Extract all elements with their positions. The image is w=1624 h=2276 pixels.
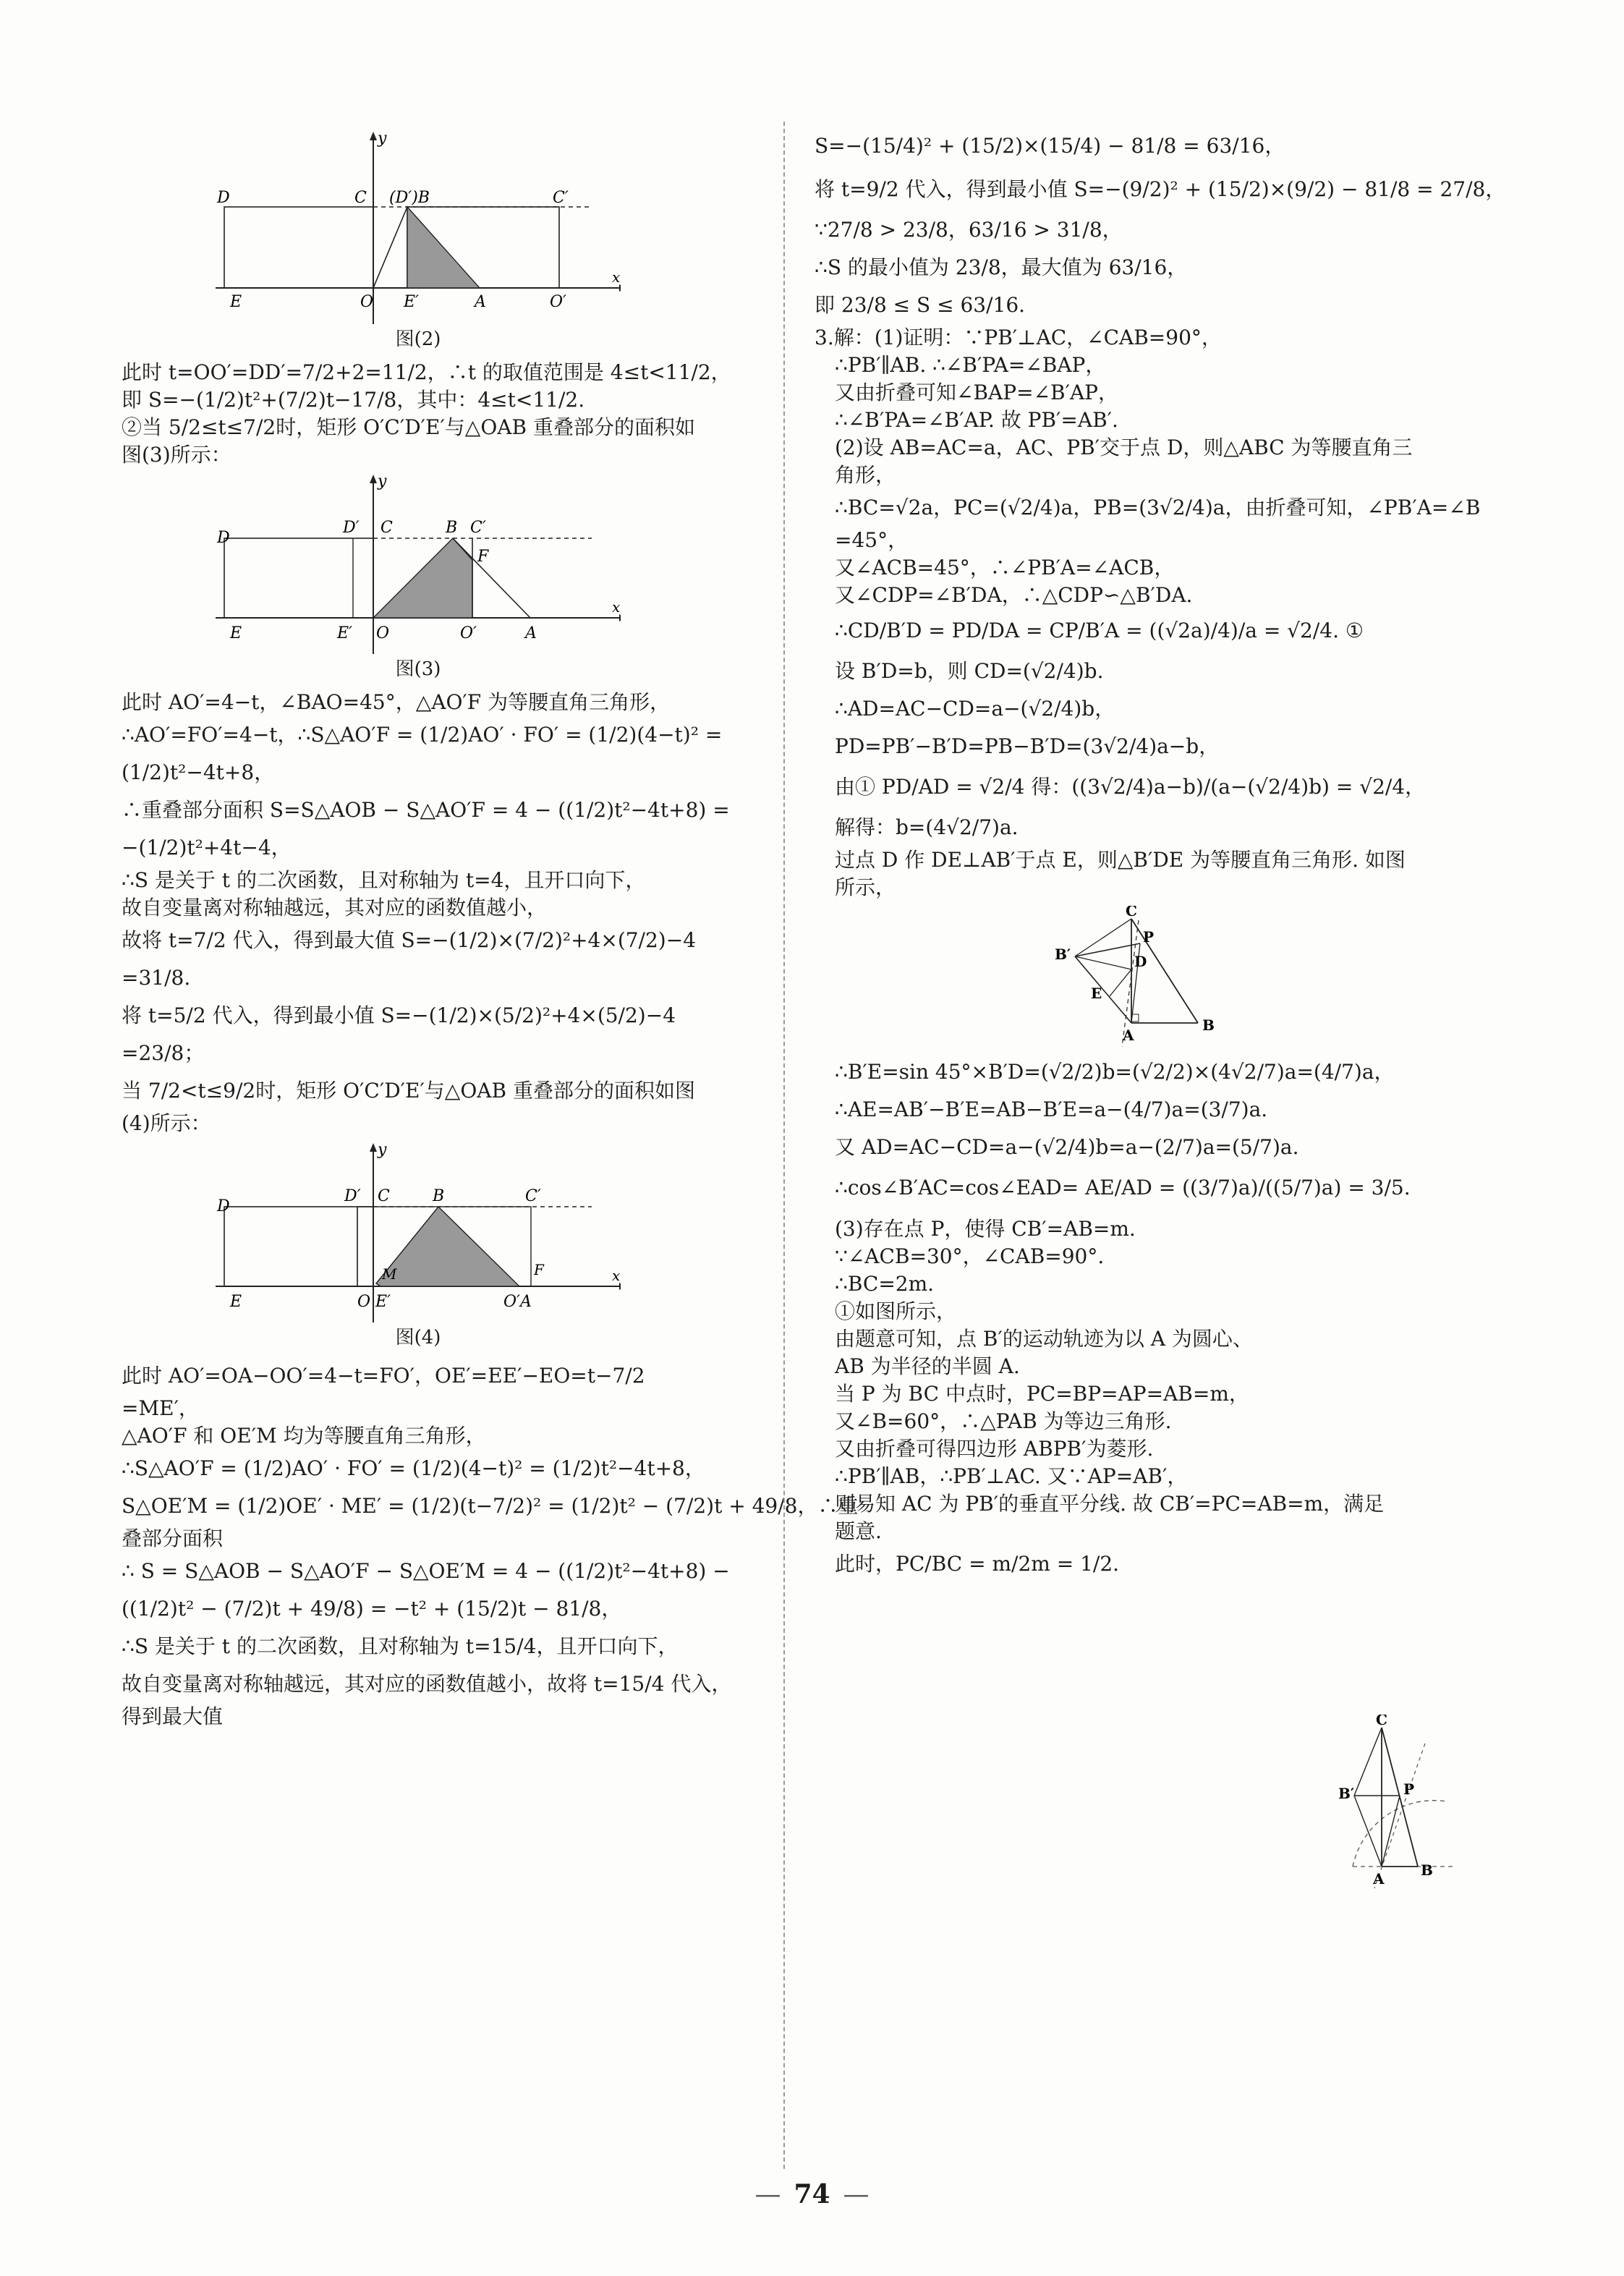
text-line: ∴S 的最小值为 23/8，最大值为 63/16，	[815, 255, 1188, 279]
svg-text:C: C	[381, 519, 393, 537]
text-line: ∴BC=2m.	[835, 1272, 935, 1296]
figure-fold-1-diagram	[1053, 906, 1241, 1050]
figure-3-caption: 图(3)	[395, 658, 441, 680]
text-line: 过点 D 作 DE⊥AB′于点 E，则△B′DE 为等腰直角三角形. 如图	[835, 848, 1406, 872]
text-line: ∴ S = S△AOB − S△AO′F − S△OE′M = 4 − ((1/2)t²−4t+8) −	[122, 1559, 730, 1583]
svg-text:E: E	[1091, 985, 1102, 1002]
text-line: PD=PB′−B′D=PB−B′D=(3√2/4)a−b，	[835, 734, 1220, 758]
text-line: =ME′，	[122, 1396, 199, 1420]
svg-text:E: E	[230, 293, 242, 311]
text-line: 又 AD=AC−CD=a−(√2/4)b=a−(2/7)a=(5/7)a.	[835, 1135, 1299, 1159]
svg-text:B: B	[1421, 1861, 1433, 1879]
page-number-dash-left: —	[754, 2180, 781, 2209]
svg-text:y: y	[378, 473, 387, 491]
text-line: ∴AE=AB′−B′E=AB−B′E=a−(4/7)a=(3/7)a.	[835, 1097, 1268, 1121]
text-line: 即 23/8 ≤ S ≤ 63/16.	[815, 293, 1026, 317]
text-line: 此时 t=OO′=DD′=7/2+2=11/2，∴t 的取值范围是 4≤t<11/2，	[122, 360, 731, 384]
text-line: =31/8.	[122, 966, 191, 990]
figure-fold-2-diagram	[1338, 1715, 1461, 1895]
text-line: =23/8；	[122, 1041, 205, 1065]
text-line: ∴CD/B′D = PD/DA = CP/B′A = ((√2a)/4)/a = √2/4. ①	[835, 619, 1364, 642]
text-line: ∴∠B′PA=∠B′AP. 故 PB′=AB′.	[835, 408, 1118, 432]
svg-text:x: x	[612, 268, 621, 286]
text-line: ∴S 是关于 t 的二次函数，且对称轴为 t=4，且开口向下，	[122, 868, 646, 892]
text-line: ∴重叠部分面积 S=S△AOB − S△AO′F = 4 − ((1/2)t²−4t+8) =	[122, 798, 730, 822]
svg-text:D: D	[1134, 953, 1147, 970]
svg-text:B′: B′	[1338, 1785, 1355, 1802]
fig2-label-D: D	[217, 189, 230, 207]
svg-text:x: x	[612, 598, 621, 616]
text-line: 由题意可知，点 B′的运动轨迹为以 A 为圆心、	[835, 1327, 1253, 1351]
svg-text:E′: E′	[337, 624, 353, 642]
figure-4-caption: 图(4)	[395, 1327, 441, 1349]
text-line: ∴S△AO′F = (1/2)AO′ · FO′ = (1/2)(4−t)² = (1/2)t²−4t+8，	[122, 1456, 705, 1480]
figure-2-diagram	[216, 129, 621, 324]
text-line: ①如图所示，	[835, 1299, 957, 1323]
figure-fold-2	[1338, 1715, 1461, 1898]
svg-text:C′: C′	[525, 1187, 541, 1205]
svg-text:A: A	[475, 293, 486, 311]
text-line: ∴BC=√2a，PC=(√2/4)a，PB=(3√2/4)a，由折叠可知，∠PB′A=∠B	[835, 496, 1481, 519]
svg-text:A: A	[525, 624, 537, 642]
text-line: 此时，PC/BC = m/2m = 1/2.	[835, 1552, 1120, 1576]
text-line: 设 B′D=b，则 CD=(√2/4)b.	[835, 659, 1104, 683]
text-line: (2)设 AB=AC=a，AC、PB′交于点 D，则△ABC 为等腰直角三	[835, 436, 1413, 459]
svg-text:P: P	[1403, 1780, 1415, 1798]
text-line: 当 7/2<t≤9/2时，矩形 O′C′D′E′与△OAB 重叠部分的面积如图	[122, 1079, 695, 1103]
figure-2	[216, 129, 758, 352]
text-line: ∴PB′∥AB，∴PB′⊥AC. 又∵AP=AB′，	[835, 1464, 1188, 1488]
page-number: — 74 —	[754, 2179, 870, 2209]
column-divider	[783, 122, 785, 2169]
svg-text:C′: C′	[553, 189, 569, 207]
svg-text:F: F	[534, 1261, 544, 1278]
svg-text:C: C	[378, 1187, 390, 1205]
svg-text:y: y	[378, 1142, 387, 1159]
text-line: S=−(15/4)² + (15/2)×(15/4) − 81/8 = 63/16，	[815, 134, 1285, 158]
svg-text:P: P	[1143, 928, 1155, 946]
text-line: 题意.	[835, 1519, 882, 1543]
svg-text:D: D	[217, 1197, 230, 1215]
text-line: −(1/2)t²+4t−4，	[122, 836, 292, 859]
svg-text:C′: C′	[470, 519, 486, 537]
text-line: ((1/2)t² − (7/2)t + 49/8) = −t² + (15/2)t − 81/8，	[122, 1597, 622, 1621]
text-line: (1/2)t²−4t+8，	[122, 760, 275, 784]
text-line: 当 P 为 BC 中点时，PC=BP=AP=AB=m，	[835, 1382, 1249, 1406]
svg-text:B: B	[433, 1187, 445, 1205]
text-line: (4)所示：	[122, 1111, 211, 1135]
svg-text:B′: B′	[1055, 946, 1071, 963]
text-line: AB 为半径的半圆 A.	[835, 1354, 1020, 1378]
text-line: ∴S 是关于 t 的二次函数，且对称轴为 t=15/4，且开口向下，	[122, 1634, 679, 1658]
text-line: 即 S=−(1/2)t²+(7/2)t−17/8，其中：4≤t<11/2.	[122, 388, 585, 412]
text-line: 此时 AO′=4−t，∠BAO=45°，△AO′F 为等腰直角三角形，	[122, 690, 671, 714]
svg-text:O′A: O′A	[503, 1293, 532, 1311]
svg-text:A: A	[1373, 1870, 1385, 1888]
text-line: ∴B′E=sin 45°×B′D=(√2/2)b=(√2/2)×(4√2/7)a=(4/7)a，	[835, 1060, 1395, 1084]
svg-text:D: D	[217, 529, 230, 547]
text-line: S△OE′M = (1/2)OE′ · ME′ = (1/2)(t−7/2)² = (1/2)t² − (7/2)t + 49/8，∴重	[122, 1494, 859, 1518]
svg-text:y: y	[378, 129, 387, 148]
svg-text:O: O	[376, 624, 390, 642]
text-line: ∵27/8 > 23/8，63/16 > 31/8，	[815, 218, 1123, 242]
text-line: 故将 t=7/2 代入，得到最大值 S=−(1/2)×(7/2)²+4×(7/2)−4	[122, 928, 697, 952]
text-line: (3)存在点 P，使得 CB′=AB=m.	[835, 1217, 1136, 1241]
svg-text:E′: E′	[404, 293, 420, 311]
text-line: △AO′F 和 OE′M 均为等腰直角三角形，	[122, 1424, 486, 1448]
text-line: =45°，	[835, 528, 909, 552]
svg-text:B: B	[1202, 1016, 1215, 1034]
text-line: ∴AO′=FO′=4−t，∴S△AO′F = (1/2)AO′ · FO′ = (1/2)(4−t)² =	[122, 723, 723, 747]
svg-text:E: E	[230, 624, 242, 642]
text-line: 此时 AO′=OA−OO′=4−t=FO′，OE′=EE′−EO=t−7/2	[122, 1364, 645, 1388]
text-line: 所示，	[835, 875, 896, 899]
text-line: 又∠CDP=∠B′DA，∴△CDP∽△B′DA.	[835, 583, 1193, 607]
text-line: 又∠B=60°，∴△PAB 为等边三角形.	[835, 1409, 1172, 1433]
figure-3	[216, 473, 758, 681]
text-line: ∴AD=AC−CD=a−(√2/4)b，	[835, 697, 1115, 721]
text-line: 又∠ACB=45°，∴∠PB′A=∠ACB，	[835, 556, 1175, 579]
text-line: 解得：b=(4√2/7)a.	[835, 815, 1019, 839]
text-line: 又由折叠可得四边形 ABPB′为菱形.	[835, 1437, 1154, 1461]
text-line: 角形，	[835, 463, 896, 487]
svg-text:D′: D′	[344, 1187, 361, 1205]
svg-text:C: C	[1126, 906, 1137, 920]
figure-4-diagram	[216, 1142, 621, 1322]
text-line: 故自变量离对称轴越远，其对应的函数值越小，故将 t=15/4 代入，	[122, 1672, 732, 1696]
text-line: 将 t=5/2 代入，得到最小值 S=−(1/2)×(5/2)²+4×(5/2)−4	[122, 1003, 676, 1027]
svg-text:(D′)B: (D′)B	[389, 189, 430, 207]
text-line: 则易知 AC 为 PB′的垂直平分线. 故 CB′=PC=AB=m，满足	[835, 1492, 1385, 1516]
figure-fold-1	[1053, 906, 1458, 1050]
svg-text:B: B	[446, 519, 458, 537]
svg-text:O E′: O E′	[357, 1293, 391, 1311]
text-line: ∴cos∠B′AC=cos∠EAD= AE/AD = ((3/7)a)/((5/7)a) = 3/5.	[835, 1176, 1411, 1199]
svg-text:C: C	[1376, 1715, 1387, 1728]
svg-text:E: E	[230, 1293, 242, 1311]
svg-text:A: A	[1123, 1027, 1134, 1044]
svg-text:F: F	[477, 548, 489, 566]
text-line: 将 t=9/2 代入，得到最小值 S=−(9/2)² + (15/2)×(9/2) − 81/8 = 27/8，	[815, 177, 1506, 201]
svg-text:O′: O′	[550, 293, 567, 311]
text-line: 3.解：(1)证明：∵PB′⊥AC，∠CAB=90°，	[815, 326, 1222, 349]
figure-4	[216, 1142, 758, 1350]
text-line: 叠部分面积	[122, 1526, 224, 1550]
svg-text:O′: O′	[460, 624, 477, 642]
svg-text:O: O	[360, 293, 374, 311]
right-column	[815, 124, 1506, 1583]
text-line: ∵∠ACB=30°，∠CAB=90°.	[835, 1244, 1105, 1268]
text-line: 故自变量离对称轴越远，其对应的函数值越小，	[122, 896, 548, 920]
figure-2-caption: 图(2)	[395, 328, 441, 350]
svg-text:C: C	[354, 189, 367, 207]
svg-text:M: M	[382, 1265, 397, 1283]
svg-text:D′: D′	[343, 519, 360, 537]
page-number-dash-right: —	[843, 2180, 870, 2209]
text-line: 又由折叠可知∠BAP=∠B′AP，	[835, 381, 1119, 404]
text-line: 由① PD/AD = √2/4 得：((3√2/4)a−b)/(a−(√2/4)b) = √2/4，	[835, 775, 1426, 799]
svg-text:x: x	[612, 1267, 621, 1284]
text-line: 图(3)所示：	[122, 443, 231, 467]
figure-3-diagram	[216, 473, 621, 654]
text-line: 得到最大值	[122, 1704, 224, 1728]
text-line: ∴PB′∥AB. ∴∠B′PA=∠BAP，	[835, 353, 1106, 377]
text-line: ②当 5/2≤t≤7/2时，矩形 O′C′D′E′与△OAB 重叠部分的面积如	[122, 415, 695, 439]
